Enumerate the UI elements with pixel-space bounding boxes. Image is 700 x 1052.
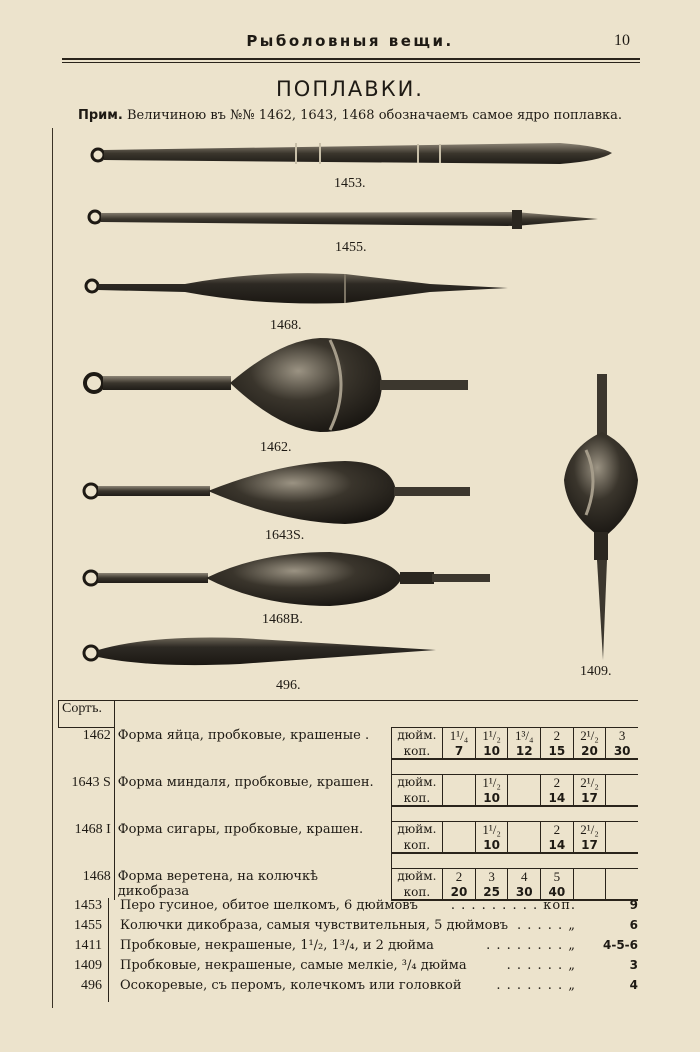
list-description: Осокоревые, съ перомъ, колечкомъ или головкой bbox=[120, 978, 462, 993]
list-leader: . . . . . . „ bbox=[506, 958, 576, 973]
item-description: Форма яйца, пробковые, крашеные . bbox=[114, 728, 391, 760]
figure-label-1462: 1462. bbox=[260, 440, 292, 455]
price-cell: 14 bbox=[541, 838, 574, 853]
size-cell bbox=[606, 822, 638, 839]
price-cell: 30 bbox=[508, 885, 541, 900]
list-description: Пробковые, некрашеные, 1¹/₂, 1³/₄, и 2 дюйма bbox=[120, 938, 434, 953]
sort-code: 1468 I bbox=[59, 822, 115, 854]
size-cell: 2 bbox=[541, 775, 574, 792]
unit-kop-label: коп. bbox=[391, 744, 443, 759]
list-price: 3 bbox=[629, 958, 638, 972]
size-cell: 1³/₄ bbox=[508, 728, 541, 745]
float-1455 bbox=[89, 210, 598, 229]
table-row bbox=[59, 775, 639, 792]
list-price: 9 bbox=[629, 898, 638, 912]
size-cell bbox=[443, 775, 476, 792]
size-cell: 1¹/₂ bbox=[475, 775, 508, 792]
price-cell: 14 bbox=[541, 791, 574, 806]
size-cell: 2¹/₂ bbox=[573, 775, 606, 792]
size-cell: 2 bbox=[443, 869, 476, 886]
price-cell: 7 bbox=[443, 744, 476, 759]
figure-label-1468: 1468. bbox=[270, 318, 302, 333]
table-header-row bbox=[59, 701, 639, 728]
list-leader: . . . . . „ bbox=[516, 918, 576, 933]
figure-label-496: 496. bbox=[276, 678, 301, 693]
figure-label-1409: 1409. bbox=[580, 664, 612, 679]
page-number: 10 bbox=[614, 32, 630, 49]
unit-inch-label: дюйм. bbox=[391, 822, 443, 839]
size-cell: 2¹/₂ bbox=[573, 822, 606, 839]
size-cell: 5 bbox=[541, 869, 574, 886]
item-description: Форма миндаля, пробковые, крашен. bbox=[114, 775, 391, 807]
price-cell bbox=[508, 791, 541, 806]
size-cell: 4 bbox=[508, 869, 541, 886]
float-496-poplar bbox=[84, 638, 436, 666]
price-cell bbox=[443, 791, 476, 806]
price-cell: 10 bbox=[475, 791, 508, 806]
float-1468-cigar bbox=[86, 273, 508, 303]
size-cell bbox=[606, 869, 638, 886]
float-1643s-almond bbox=[84, 461, 470, 524]
size-cell: 1¹/₂ bbox=[475, 822, 508, 839]
price-cell: 15 bbox=[541, 744, 574, 759]
list-item bbox=[58, 938, 638, 958]
list-code: 1453 bbox=[74, 898, 102, 913]
item-description: Форма сигары, пробковые, крашен. bbox=[114, 822, 391, 854]
price-cell bbox=[606, 838, 638, 853]
header-blank bbox=[114, 701, 638, 728]
unit-inch-label: дюйм. bbox=[391, 728, 443, 745]
table-row bbox=[59, 822, 639, 839]
size-cell: 1¹/₂ bbox=[475, 728, 508, 745]
figure-label-1453: 1453. bbox=[334, 176, 366, 191]
list-item bbox=[58, 918, 638, 938]
figure-label-1468b: 1468B. bbox=[262, 612, 303, 627]
section-title: ПОПЛАВКИ. bbox=[276, 77, 424, 101]
unit-kop-label: коп. bbox=[391, 791, 443, 806]
float-1453 bbox=[92, 143, 612, 164]
float-1409-vertical bbox=[564, 374, 638, 660]
price-table-body bbox=[59, 728, 639, 901]
size-cell: 2¹/₂ bbox=[573, 728, 606, 745]
size-cell: 3 bbox=[606, 728, 638, 745]
size-cell bbox=[606, 775, 638, 792]
price-cell: 20 bbox=[573, 744, 606, 759]
size-cell: 2 bbox=[541, 728, 574, 745]
price-list bbox=[58, 898, 638, 998]
size-cell: 3 bbox=[475, 869, 508, 886]
list-leader: . . . . . . . . „ bbox=[486, 938, 576, 953]
list-leader: . . . . . . . „ bbox=[496, 978, 576, 993]
price-cell: 40 bbox=[541, 885, 574, 900]
running-head: Рыболовныя вещи. bbox=[246, 32, 454, 50]
list-item bbox=[58, 898, 638, 918]
list-code: 1455 bbox=[74, 918, 102, 933]
note-text: Величиною въ №№ 1462, 1643, 1468 обозначаемъ самое ядро поплавка. bbox=[126, 108, 623, 123]
list-description: Колючки дикобраза, самыя чувствительныя, 5 дюймовъ bbox=[120, 918, 509, 933]
float-1468b-spindle bbox=[84, 552, 490, 606]
price-cell: 10 bbox=[475, 744, 508, 759]
price-cell: 25 bbox=[475, 885, 508, 900]
list-code: 1411 bbox=[74, 938, 102, 953]
price-cell: 10 bbox=[475, 838, 508, 853]
price-cell: 17 bbox=[573, 838, 606, 853]
size-cell bbox=[508, 775, 541, 792]
table-row bbox=[59, 728, 639, 745]
unit-inch-label: дюйм. bbox=[391, 869, 443, 886]
list-leader: . . . . . . . . . коп. bbox=[450, 898, 576, 913]
price-cell: 12 bbox=[508, 744, 541, 759]
list-price: 4-5-6 bbox=[602, 938, 638, 952]
list-description: Перо гусиное, обитое шелкомъ, 6 дюймовъ bbox=[120, 898, 418, 913]
list-code: 1409 bbox=[74, 958, 102, 973]
list-code: 496 bbox=[81, 978, 102, 993]
price-cell: 17 bbox=[573, 791, 606, 806]
list-item bbox=[58, 958, 638, 978]
unit-kop-label: коп. bbox=[391, 885, 443, 900]
sort-code: 1643 S bbox=[59, 775, 115, 807]
price-table bbox=[58, 700, 638, 901]
size-cell bbox=[443, 822, 476, 839]
list-description: Пробковые, некрашеные, самые мелкіе, ³/₄ дюйма bbox=[120, 958, 467, 973]
sort-code: 1462 bbox=[59, 728, 115, 760]
note-lead: Прим. bbox=[77, 108, 123, 123]
price-cell: 30 bbox=[606, 744, 638, 759]
size-cell bbox=[573, 869, 606, 886]
price-cell: 20 bbox=[443, 885, 476, 900]
list-item bbox=[58, 978, 638, 998]
size-cell bbox=[508, 822, 541, 839]
price-cell bbox=[508, 838, 541, 853]
size-cell: 2 bbox=[541, 822, 574, 839]
figure-label-1455: 1455. bbox=[335, 240, 367, 255]
sort-code: 1468 bbox=[59, 869, 115, 901]
sort-header: Сортъ. bbox=[59, 701, 115, 728]
unit-kop-label: коп. bbox=[391, 838, 443, 853]
row-gap bbox=[59, 806, 639, 822]
table-row bbox=[59, 869, 639, 886]
unit-inch-label: дюйм. bbox=[391, 775, 443, 792]
list-price: 4 bbox=[629, 978, 638, 992]
item-description: Форма веретена, на колючкѣ дикобраза bbox=[114, 869, 391, 901]
row-gap bbox=[59, 759, 639, 775]
row-gap bbox=[59, 853, 639, 869]
price-cell bbox=[443, 838, 476, 853]
float-1462-egg bbox=[85, 338, 468, 432]
price-cell bbox=[606, 791, 638, 806]
size-cell: 1¹/₄ bbox=[443, 728, 476, 745]
list-price: 6 bbox=[629, 918, 638, 932]
figure-label-1643s: 1643S. bbox=[265, 528, 305, 543]
